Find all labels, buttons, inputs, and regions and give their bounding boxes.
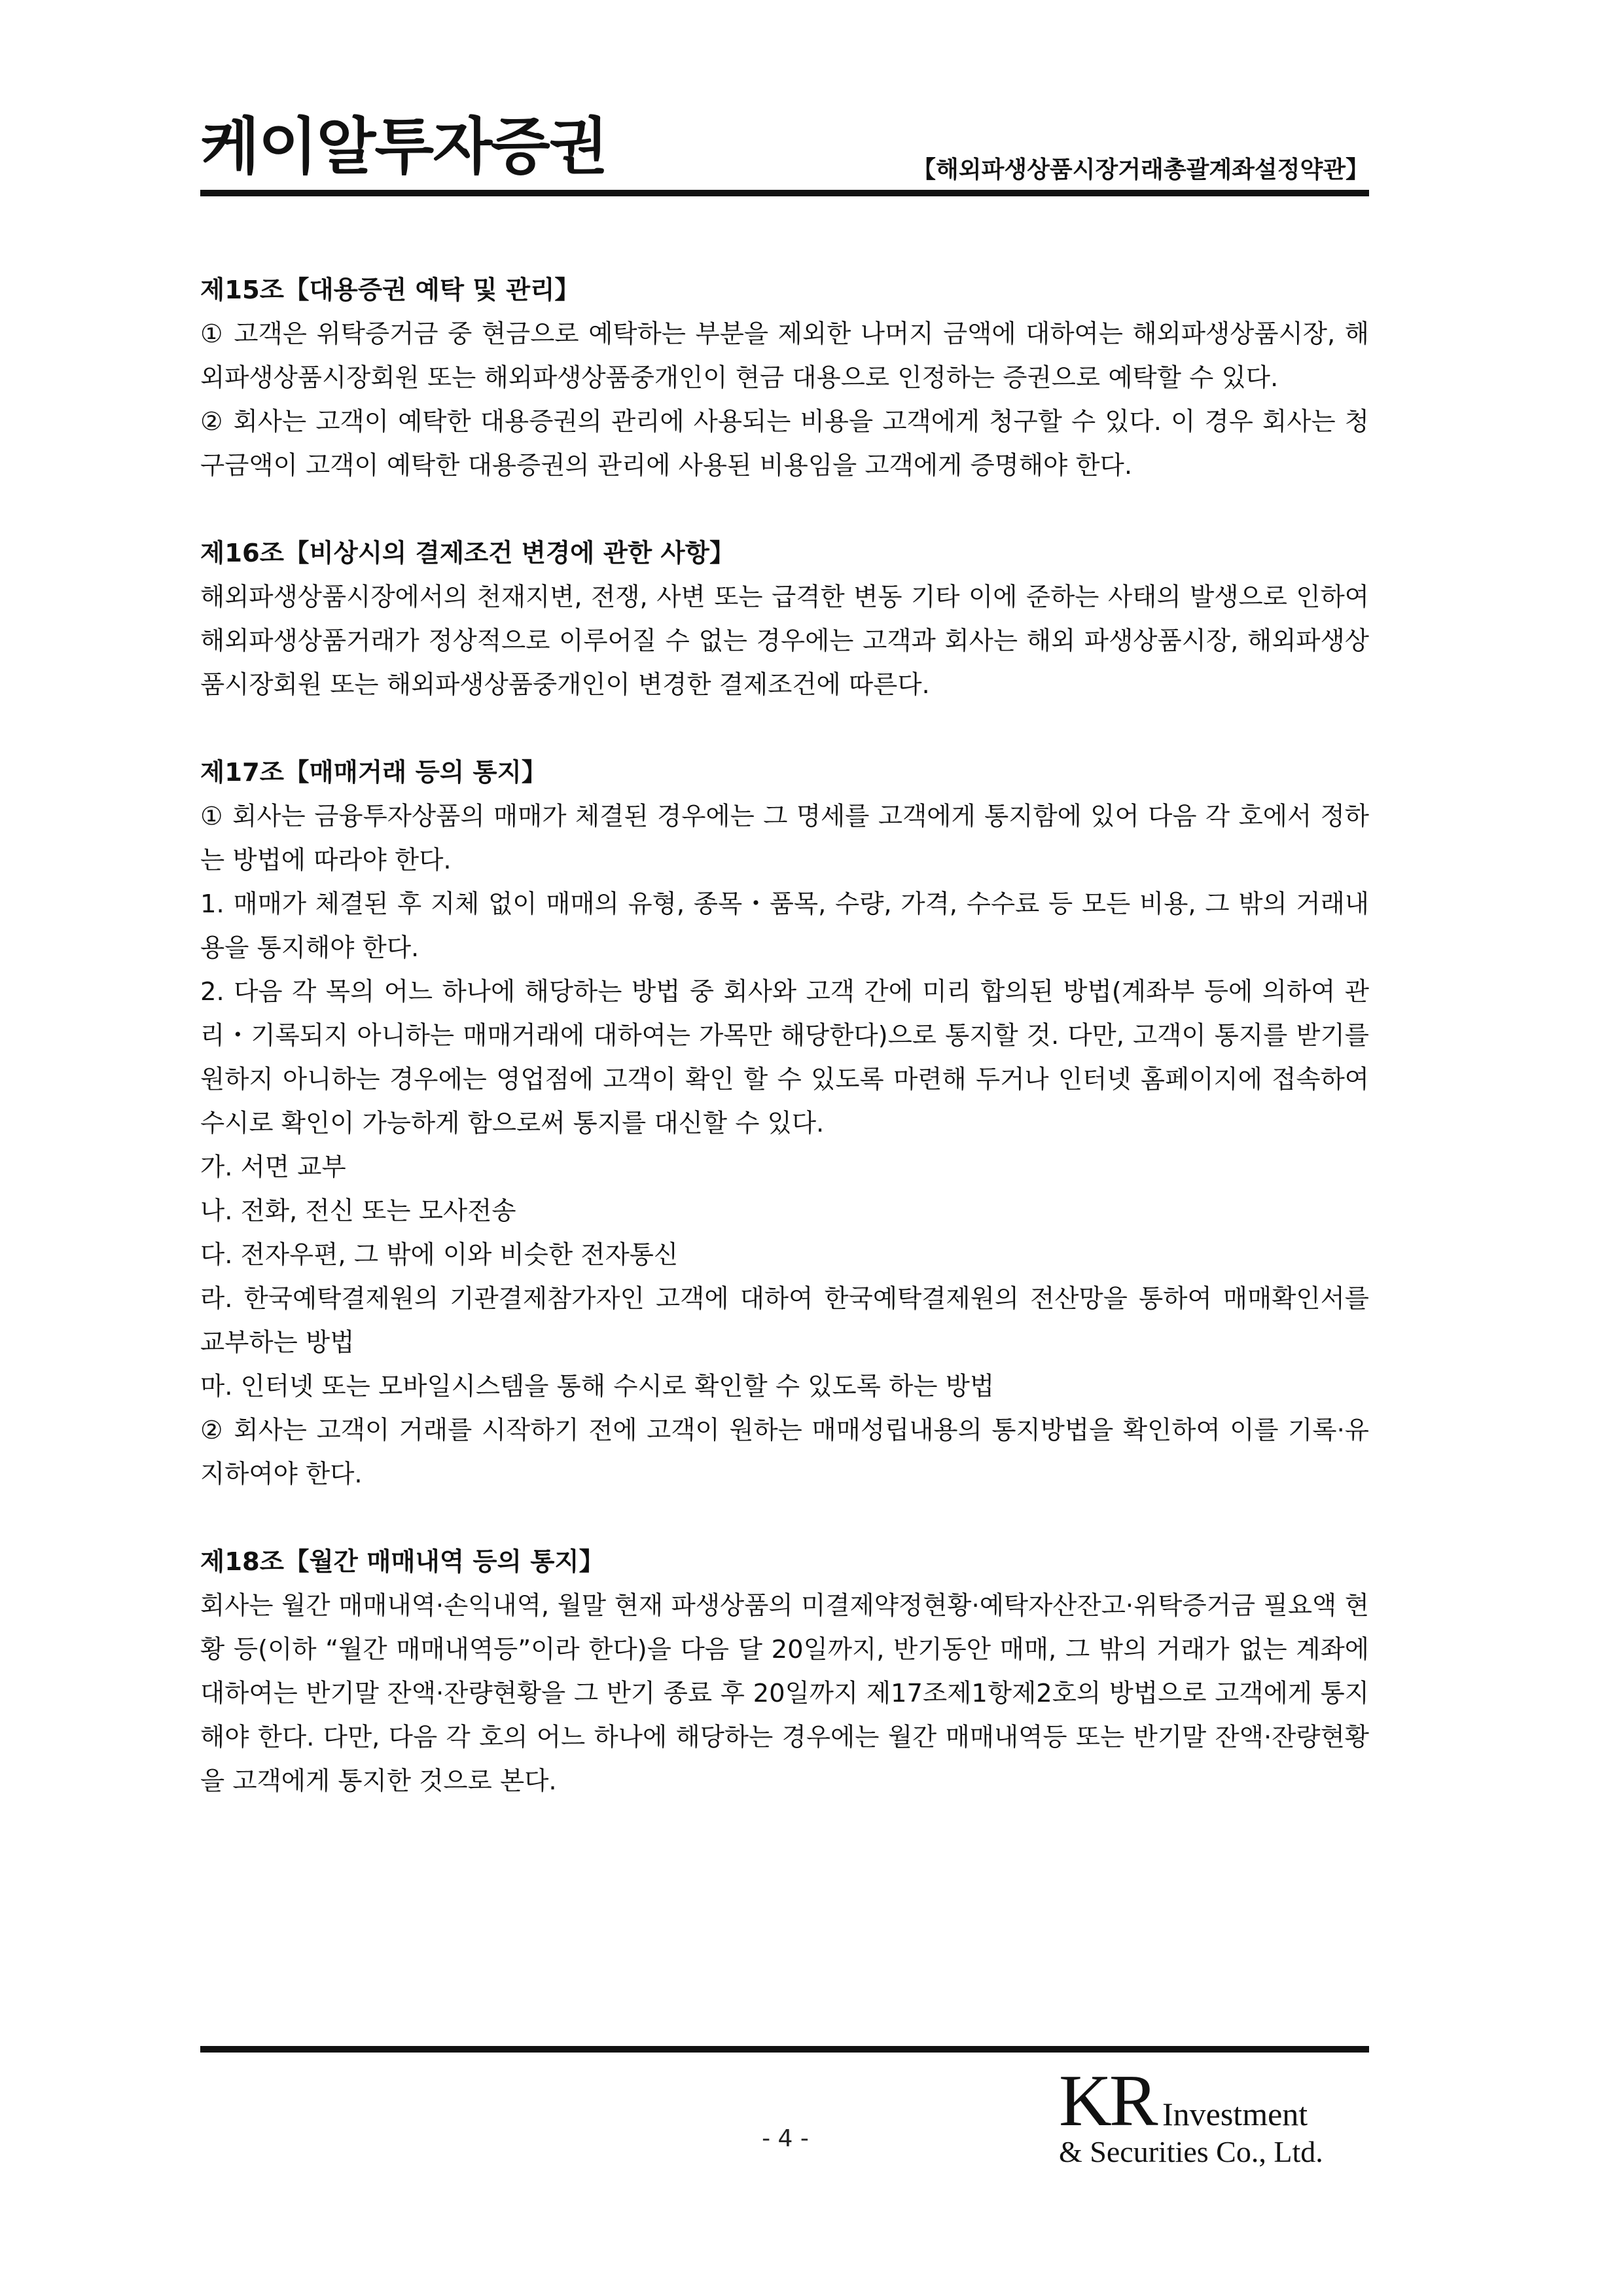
logo-investment-text: Investment — [1162, 2096, 1308, 2132]
document-body — [200, 268, 1369, 1803]
page-header — [200, 111, 1369, 190]
article-paragraph: 마. 인터넷 또는 모바일시스템을 통해 수시로 확인할 수 있도록 하는 방법 — [200, 1372, 995, 1401]
document-title: 【해외파생상품시장거래총괄계좌설정약관】 — [912, 156, 1369, 183]
article-paragraph: 해외파생상품시장에서의 천재지변, 전쟁, 사변 또는 급격한 변동 기타 이에 준하는 사태의 발생으로 인하여 해외파생상품거래가 정상적으로 이루어질 수 없는 경우에는 고객과 회사는 해외 파생상품시장, 해외파생상품시장회원 또는 해외파생상품중개인이 변경한 결제조건에 따른다. — [200, 583, 1369, 700]
company-brand-logo: 케이알투자증권 — [200, 111, 607, 183]
footer-divider — [200, 2046, 1369, 2053]
article-paragraph: 다. 전자우편, 그 밖에 이와 비슷한 전자통신 — [200, 1240, 679, 1270]
article-paragraph: 라. 한국예탁결제원의 기관결제참가자인 고객에 대하여 한국예탁결제원의 전산망을 통하여 매매확인서를 교부하는 방법 — [200, 1284, 1369, 1357]
article-paragraph: 나. 전화, 전신 또는 모사전송 — [200, 1196, 516, 1226]
article-16 — [200, 531, 1369, 707]
page-number: - 4 - — [762, 2125, 809, 2152]
kr-investment-logo — [1059, 2062, 1369, 2166]
article-18 — [200, 1540, 1369, 1803]
article-paragraph: ① 고객은 위탁증거금 중 현금으로 예탁하는 부분을 제외한 나머지 금액에 대하여는 해외파생상품시장, 해외파생상품시장회원 또는 해외파생상품중개인이 현금 대용으로 인정하는 증권으로 예탁할 수 있다. — [200, 319, 1369, 393]
logo-kr-text: KR — [1059, 2060, 1156, 2142]
article-title: 제15조【대용증권 예탁 및 관리】 — [200, 276, 580, 305]
article-17 — [200, 751, 1369, 1496]
article-title: 제17조【매매거래 등의 통지】 — [200, 758, 547, 787]
article-paragraph: 회사는 월간 매매내역·손익내역, 월말 현재 파생상품의 미결제약정현황·예탁자산잔고·위탁증거금 필요액 현황 등(이하 “월간 매매내역등”이라 한다)을 다음 달 20일까지, 반기동안 매매, 그 밖의 거래가 없는 계좌에 대하여는 반기말 잔액·잔량현황을 그 반기 종료 후 20일까지 제17조제1항제2호의 방법으로 고객에게 통지해야 한다. 다만, 다음 각 호의 어느 하나에 해당하는 경우에는 월간 매매내역등 또는 반기말 잔액·잔량현황을 고객에게 통지한 것으로 본다. — [200, 1591, 1369, 1796]
article-title: 제16조【비상시의 결제조건 변경에 관한 사항】 — [200, 539, 735, 568]
article-paragraph: 가. 서면 교부 — [200, 1153, 346, 1182]
article-paragraph: ① 회사는 금융투자상품의 매매가 체결된 경우에는 그 명세를 고객에게 통지함에 있어 다음 각 호에서 정하는 방법에 따라야 한다. — [200, 802, 1369, 875]
article-15 — [200, 268, 1369, 488]
header-divider — [200, 190, 1369, 196]
article-paragraph: 2. 다음 각 목의 어느 하나에 해당하는 방법 중 회사와 고객 간에 미리 합의된 방법(계좌부 등에 의하여 관리・기록되지 아니하는 매매거래에 대하여는 가목만 해당한다)으로 통지할 것. 다만, 고객이 통지를 받기를 원하지 아니하는 경우에는 영업점에 고객이 확인 할 수 있도록 마련해 두거나 인터넷 홈페이지에 접속하여 수시로 확인이 가능하게 함으로써 통지를 대신할 수 있다. — [200, 977, 1369, 1138]
article-paragraph: ② 회사는 고객이 거래를 시작하기 전에 고객이 원하는 매매성립내용의 통지방법을 확인하여 이를 기록·유지하여야 한다. — [200, 1416, 1369, 1489]
article-title: 제18조【월간 매매내역 등의 통지】 — [200, 1547, 605, 1577]
logo-securities-text: & Securities Co., Ltd. — [1059, 2135, 1323, 2168]
article-paragraph: 1. 매매가 체결된 후 지체 없이 매매의 유형, 종목・품목, 수량, 가격, 수수료 등 모든 비용, 그 밖의 거래내용을 통지해야 한다. — [200, 889, 1369, 963]
article-paragraph: ② 회사는 고객이 예탁한 대용증권의 관리에 사용되는 비용을 고객에게 청구할 수 있다. 이 경우 회사는 청구금액이 고객이 예탁한 대용증권의 관리에 사용된 비용임을 고객에게 증명해야 한다. — [200, 407, 1369, 480]
